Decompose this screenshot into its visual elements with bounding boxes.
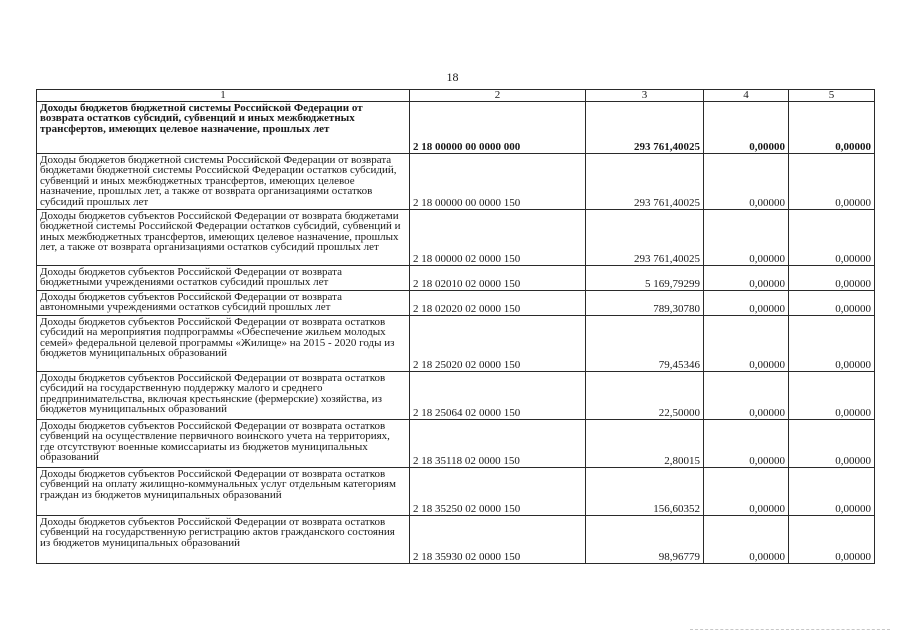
table-row [37,420,875,468]
row-col5-value: 0,00000 [789,210,875,266]
row-name: Доходы бюджетов субъектов Российской Федерации от возврата остатков субвенций на осуществление первичного воинского учета на территориях, где отсутствуют военные комиссариаты из бюджетов муниципальных образований [37,420,410,468]
row-col3-value: 79,45346 [586,316,704,372]
page-number: 18 [446,70,459,84]
row-code: 2 18 25020 02 0000 150 [410,316,586,372]
row-name: Доходы бюджетов бюджетной системы Российской Федерации от возврата бюджетами бюджетной системы Российской Федерации остатков субсидий, субвенций и иных межбюджетных трансфертов, имеющих целевое назначение, прошлых лет, а также от возврата организациями остатков субсидий прошлых лет [37,154,410,210]
row-code: 2 18 00000 00 0000 150 [410,154,586,210]
row-code: 2 18 35930 02 0000 150 [410,516,586,564]
row-col3-value: 98,96779 [586,516,704,564]
header-col-2: 2 [410,90,586,102]
row-name: Доходы бюджетов субъектов Российской Федерации от возврата остатков субвенций на государственную регистрацию актов гражданского состояния из бюджетов муниципальных образований [37,516,410,564]
row-col3-value: 2,80015 [586,420,704,468]
row-col4-value: 0,00000 [704,266,789,291]
row-code: 2 18 02020 02 0000 150 [410,291,586,316]
row-col3-value: 22,50000 [586,372,704,420]
row-col5-value: 0,00000 [789,154,875,210]
row-col3-value: 5 169,79299 [586,266,704,291]
row-col4-value: 0,00000 [704,372,789,420]
budget-table [36,89,875,564]
table-row [37,468,875,516]
row-col5-value: 0,00000 [789,516,875,564]
row-code: 2 18 35118 02 0000 150 [410,420,586,468]
row-code: 2 18 00000 02 0000 150 [410,210,586,266]
row-col4-value: 0,00000 [704,102,789,154]
row-col4-value: 0,00000 [704,210,789,266]
table-row [37,316,875,372]
row-col4-value: 0,00000 [704,516,789,564]
row-code: 2 18 25064 02 0000 150 [410,372,586,420]
row-col4-value: 0,00000 [704,468,789,516]
row-col4-value: 0,00000 [704,420,789,468]
table-row [37,516,875,564]
row-code: 2 18 00000 00 0000 000 [410,102,586,154]
row-col5-value: 0,00000 [789,291,875,316]
row-col5-value: 0,00000 [789,266,875,291]
row-col3-value: 293 761,40025 [586,102,704,154]
table-row [37,291,875,316]
header-row [37,90,875,102]
row-col3-value: 789,30780 [586,291,704,316]
table-row [37,102,875,154]
row-col4-value: 0,00000 [704,316,789,372]
row-col5-value: 0,00000 [789,372,875,420]
row-name: Доходы бюджетов субъектов Российской Федерации от возврата остатков субсидий на мероприятия подпрограммы «Обеспечение жильем молодых семей» федеральной целевой программы «Жилище» на 2015 - 2020 годы из бюджетов муниципальных образований [37,316,410,372]
table-row [37,210,875,266]
header-col-4: 4 [704,90,789,102]
row-col5-value: 0,00000 [789,468,875,516]
table-row [37,154,875,210]
row-col3-value: 293 761,40025 [586,210,704,266]
table-row [37,372,875,420]
header-col-3: 3 [586,90,704,102]
row-name: Доходы бюджетов субъектов Российской Федерации от возврата бюджетами бюджетной системы Российской Федерации остатков субсидий, субвенций и иных межбюджетных трансфертов, имеющих целевое назначение, прошлых лет, а также от возврата организациями остатков субсидий прошлых лет [37,210,410,266]
row-name: Доходы бюджетов субъектов Российской Федерации от возврата автономными учреждениями остатков субсидий прошлых лет [37,291,410,316]
row-col5-value: 0,00000 [789,102,875,154]
row-col3-value: 156,60352 [586,468,704,516]
row-code: 2 18 02010 02 0000 150 [410,266,586,291]
header-col-5: 5 [789,90,875,102]
row-col4-value: 0,00000 [704,154,789,210]
row-name: Доходы бюджетов бюджетной системы Российской Федерации от возврата остатков субсидий, субвенций и иных межбюджетных трансфертов, имеющих целевое назначение, прошлых лет [37,102,410,154]
row-name: Доходы бюджетов субъектов Российской Федерации от возврата остатков субсидий на государственную поддержку малого и среднего предпринимательства, включая крестьянские (фермерские) хозяйства, из бюджетов муниципальных образований [37,372,410,420]
row-col5-value: 0,00000 [789,420,875,468]
table-row [37,266,875,291]
row-col4-value: 0,00000 [704,291,789,316]
row-name: Доходы бюджетов субъектов Российской Федерации от возврата бюджетными учреждениями остатков субсидий прошлых лет [37,266,410,291]
scan-artifact-line [690,629,890,632]
row-col5-value: 0,00000 [789,316,875,372]
row-code: 2 18 35250 02 0000 150 [410,468,586,516]
header-col-1: 1 [37,90,410,102]
row-col3-value: 293 761,40025 [586,154,704,210]
row-name: Доходы бюджетов субъектов Российской Федерации от возврата остатков субвенций на оплату жилищно-коммунальных услуг отдельным категориям граждан из бюджетов муниципальных образований [37,468,410,516]
